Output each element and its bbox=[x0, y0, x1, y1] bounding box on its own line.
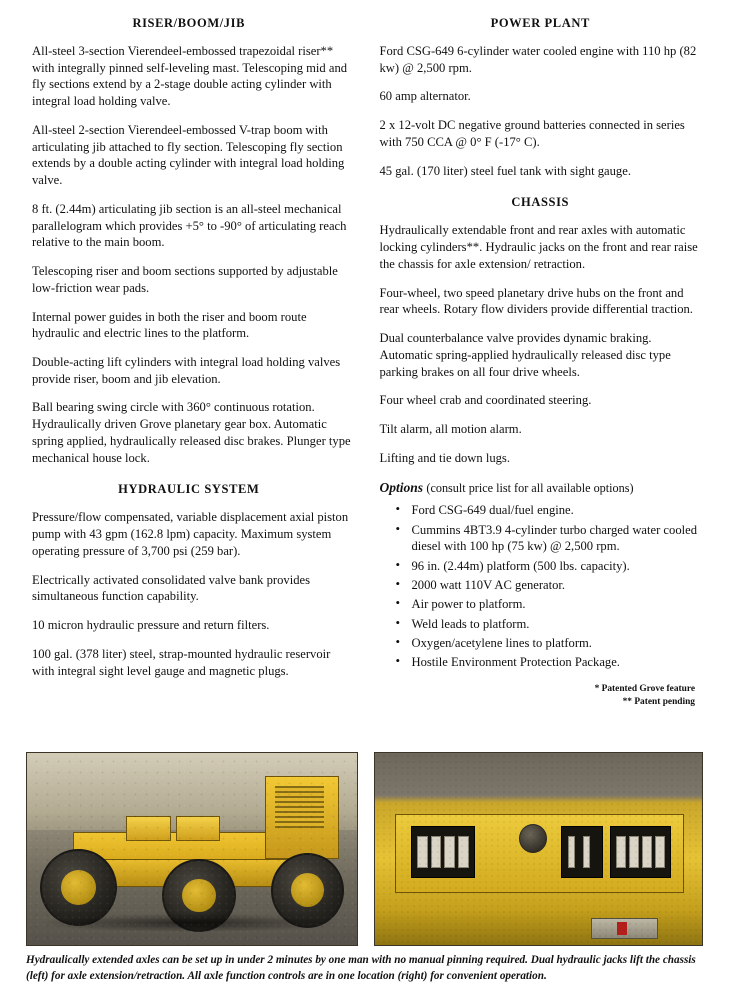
paragraph: Internal power guides in both the riser and boom route hydraulic and electric lines to the platform. bbox=[32, 309, 307, 341]
photo-row bbox=[26, 752, 703, 946]
footnotes bbox=[378, 683, 704, 710]
list-item: • Cummins 4BT3.9 4-cylinder turbo charged water cooled diesel with 100 hp (75 kw) @ 2,500 rpm. bbox=[396, 522, 704, 555]
section-heading-chassis: CHASSIS bbox=[511, 195, 570, 210]
paragraph: Ford CSG-649 6-cylinder water cooled engine with 110 hp (82 kw) @ 2,500 rpm. bbox=[379, 44, 697, 75]
paragraph: All-steel 2-section Vierendeel-embossed V-trap boom with articulating jib attached to fly section. Telescoping fly section extends by a double acting cylinder with integral load holding valve. bbox=[32, 122, 345, 188]
paragraph: 45 gal. (170 liter) steel fuel tank with sight gauge. bbox=[379, 163, 631, 178]
footnote: * Patented Grove feature bbox=[594, 683, 695, 694]
left-column bbox=[26, 10, 352, 691]
two-column-body bbox=[26, 10, 703, 710]
paragraph: Four wheel crab and coordinated steering. bbox=[379, 393, 592, 408]
paragraph: 10 micron hydraulic pressure and return filters. bbox=[32, 618, 270, 633]
photo-grain-overlay bbox=[27, 753, 357, 945]
section-heading-hydraulic-system: HYDRAULIC SYSTEM bbox=[118, 482, 260, 497]
paragraph: Telescoping riser and boom sections supported by adjustable low-friction wear pads. bbox=[32, 264, 338, 295]
photo-chassis-extended-axles bbox=[26, 752, 358, 946]
paragraph: Pressure/flow compensated, variable displacement axial piston pump with 43 gpm (162.8 lpm) capacity. Maximum system operating pressure of 3,700 psi (259 bar). bbox=[32, 510, 349, 558]
options-heading bbox=[380, 480, 704, 496]
list-item: • Air power to platform. bbox=[396, 596, 704, 612]
paragraph: Four-wheel, two speed planetary drive hubs on the front and rear wheels. Rotary flow dividers provide differential traction. bbox=[379, 285, 693, 317]
right-column bbox=[378, 10, 704, 710]
list-item: • Weld leads to platform. bbox=[396, 616, 704, 632]
paragraph: Dual counterbalance valve provides dynamic braking. Automatic spring-applied hydraulically released disc type parking brakes on all four drive wheels. bbox=[379, 331, 671, 379]
list-item: • 2000 watt 110V AC generator. bbox=[396, 577, 704, 593]
options-title: Options bbox=[379, 480, 424, 496]
paragraph: Tilt alarm, all motion alarm. bbox=[379, 422, 522, 437]
list-item: • Oxygen/acetylene lines to platform. bbox=[396, 635, 704, 651]
paragraph: Electrically activated consolidated valve bank provides simultaneous function capability. bbox=[32, 572, 311, 604]
section-heading-power-plant: POWER PLANT bbox=[490, 16, 590, 30]
paragraph: 8 ft. (2.44m) articulating jib section is an all-steel mechanical parallelogram which provides +5° to -90° of articulating reach relative to the main boom. bbox=[32, 201, 347, 250]
paragraph: All-steel 3-section Vierendeel-embossed trapezoidal riser** with integrally pinned self-leveling mast. Telescoping mid and fly sections extend by a 2-stage double acting cylinder with integral load holding valve. bbox=[32, 44, 348, 109]
paragraph: 100 gal. (378 liter) steel, strap-mounted hydraulic reservoir with integral sight level gauge and magnetic plugs. bbox=[32, 646, 331, 678]
paragraph: Double-acting lift cylinders with integral load holding valves provide riser, boom and jib elevation. bbox=[32, 355, 341, 386]
options-note: (consult price list for all available options) bbox=[426, 481, 634, 496]
list-item: • Hostile Environment Protection Package. bbox=[396, 654, 704, 670]
paragraph: Hydraulically extendable front and rear axles with automatic locking cylinders**. Hydraulic jacks on the front and rear raise the chassis for axle extension/ retraction. bbox=[379, 223, 698, 271]
paragraph: Lifting and tie down lugs. bbox=[379, 450, 510, 465]
paragraph: 60 amp alternator. bbox=[379, 89, 471, 104]
photo-control-panel bbox=[374, 752, 703, 946]
photo-grain-overlay bbox=[375, 753, 702, 945]
photo-caption: Hydraulically extended axles can be set up in under 2 minutes by one man with no manual pinning required. Dual hydraulic jacks lift the chassis (left) for axle extension/retraction. All axle function controls are in one location (right) for convenient operation. bbox=[26, 954, 696, 983]
paragraph: 2 x 12-volt DC negative ground batteries connected in series with 750 CCA @ 0° F (-17° C). bbox=[379, 118, 685, 149]
list-item: • Ford CSG-649 dual/fuel engine. bbox=[396, 502, 704, 518]
options-list bbox=[378, 502, 704, 670]
section-heading-riser-boom-jib: RISER/BOOM/JIB bbox=[132, 16, 246, 30]
footnote: ** Patent pending bbox=[622, 697, 695, 708]
list-item: • 96 in. (2.44m) platform (500 lbs. capacity). bbox=[396, 558, 704, 574]
paragraph: Ball bearing swing circle with 360° continuous rotation. Hydraulically driven Grove planetary gear box. Automatic spring applied, hydraulically released disc brakes. Plunger type mechanical house lock. bbox=[32, 400, 351, 465]
